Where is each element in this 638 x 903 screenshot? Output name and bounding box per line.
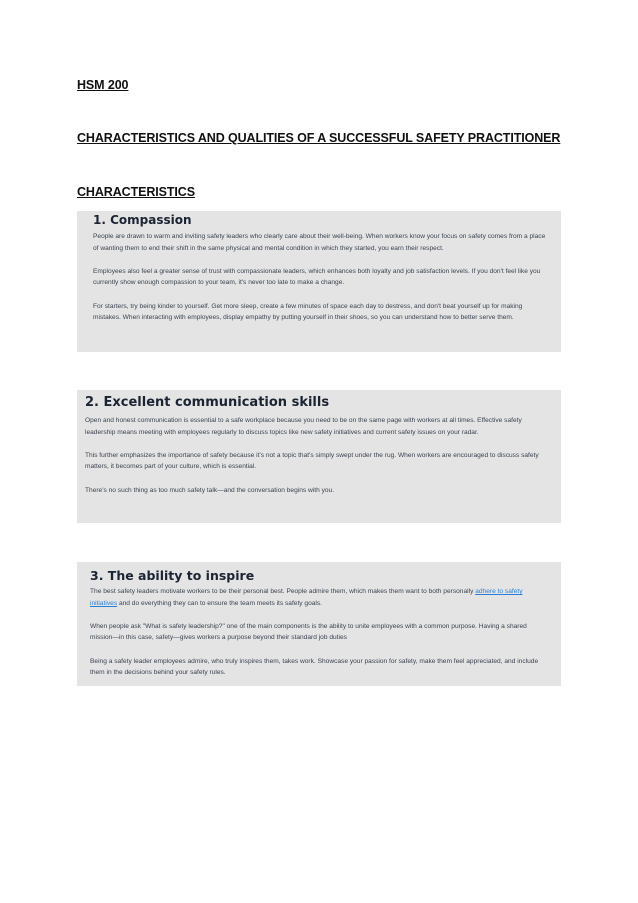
- section-title: 1. Compassion: [93, 213, 192, 227]
- adhere-to-safety-initiatives-link[interactable]: adhere to safety initiatives: [90, 588, 523, 607]
- paragraph: There's no such thing as too much safety talk—and the conversation begins with you.: [85, 486, 335, 494]
- paragraph-text: The best safety leaders motivate workers to be their personal best. People admire them, which makes them want to both personally: [90, 588, 476, 595]
- section-title: 2. Excellent communication skills: [85, 395, 330, 410]
- section-title: 3. The ability to inspire: [90, 568, 255, 583]
- paragraph: Employees also feel a greater sense of trust with compassionate leaders, which enhances both loyalty and job satisfaction levels. If you don't feel like you currently show enough compassion to your team, it's never too late to make a change.: [93, 267, 541, 287]
- paragraph: For starters, try being kinder to yourself. Get more sleep, create a few minutes of space each day to destress, and don't beat yourself up for making mistakes. When interacting with employees, display empathy by putting yourself in their shoes, so you can understand how to better serve them.: [93, 302, 523, 322]
- document-title: CHARACTERISTICS AND QUALITIES OF A SUCCESSFUL SAFETY PRACTITIONER: [77, 131, 561, 145]
- section-compassion: [77, 211, 561, 352]
- paragraph: Being a safety leader employees admire, who truly inspires them, takes work. Showcase your passion for safety, make them feel appreciated, and include them in the decisions behind your safety rules.: [90, 657, 539, 677]
- paragraph: This further emphasizes the importance of safety because it's not a topic that's simply swept under the rug. When workers are encouraged to discuss safety matters, it becomes part of your culture, which is essential.: [85, 451, 539, 471]
- paragraph-text: and do everything they can to ensure the team meets its safety goals.: [117, 599, 323, 607]
- paragraph: [90, 586, 545, 609]
- course-code: HSM 200: [77, 78, 129, 92]
- paragraph: People are drawn to warm and inviting safety leaders who clearly care about their well-being. When workers know your focus on safety comes from a place of wanting them to end their shift in the same physical and mental condition in which they started, you earn their respect.: [93, 233, 546, 252]
- section-communication: [77, 390, 561, 523]
- section-heading: CHARACTERISTICS: [77, 185, 195, 199]
- paragraph: When people ask "What is safety leadership?" one of the main components is the ability to unite employees with a common purpose. Having a shared mission—in this case, safety—gives workers a purpose beyond their standard job duties: [90, 622, 527, 642]
- section-inspire: [77, 562, 561, 686]
- paragraph: Open and honest communication is essential to a safe workplace because you need to be on the same page with workers at all times. Effective safety leadership means meeting with employees regularly to discuss topics like new safety initiatives and current safety issues on your radar.: [85, 417, 522, 436]
